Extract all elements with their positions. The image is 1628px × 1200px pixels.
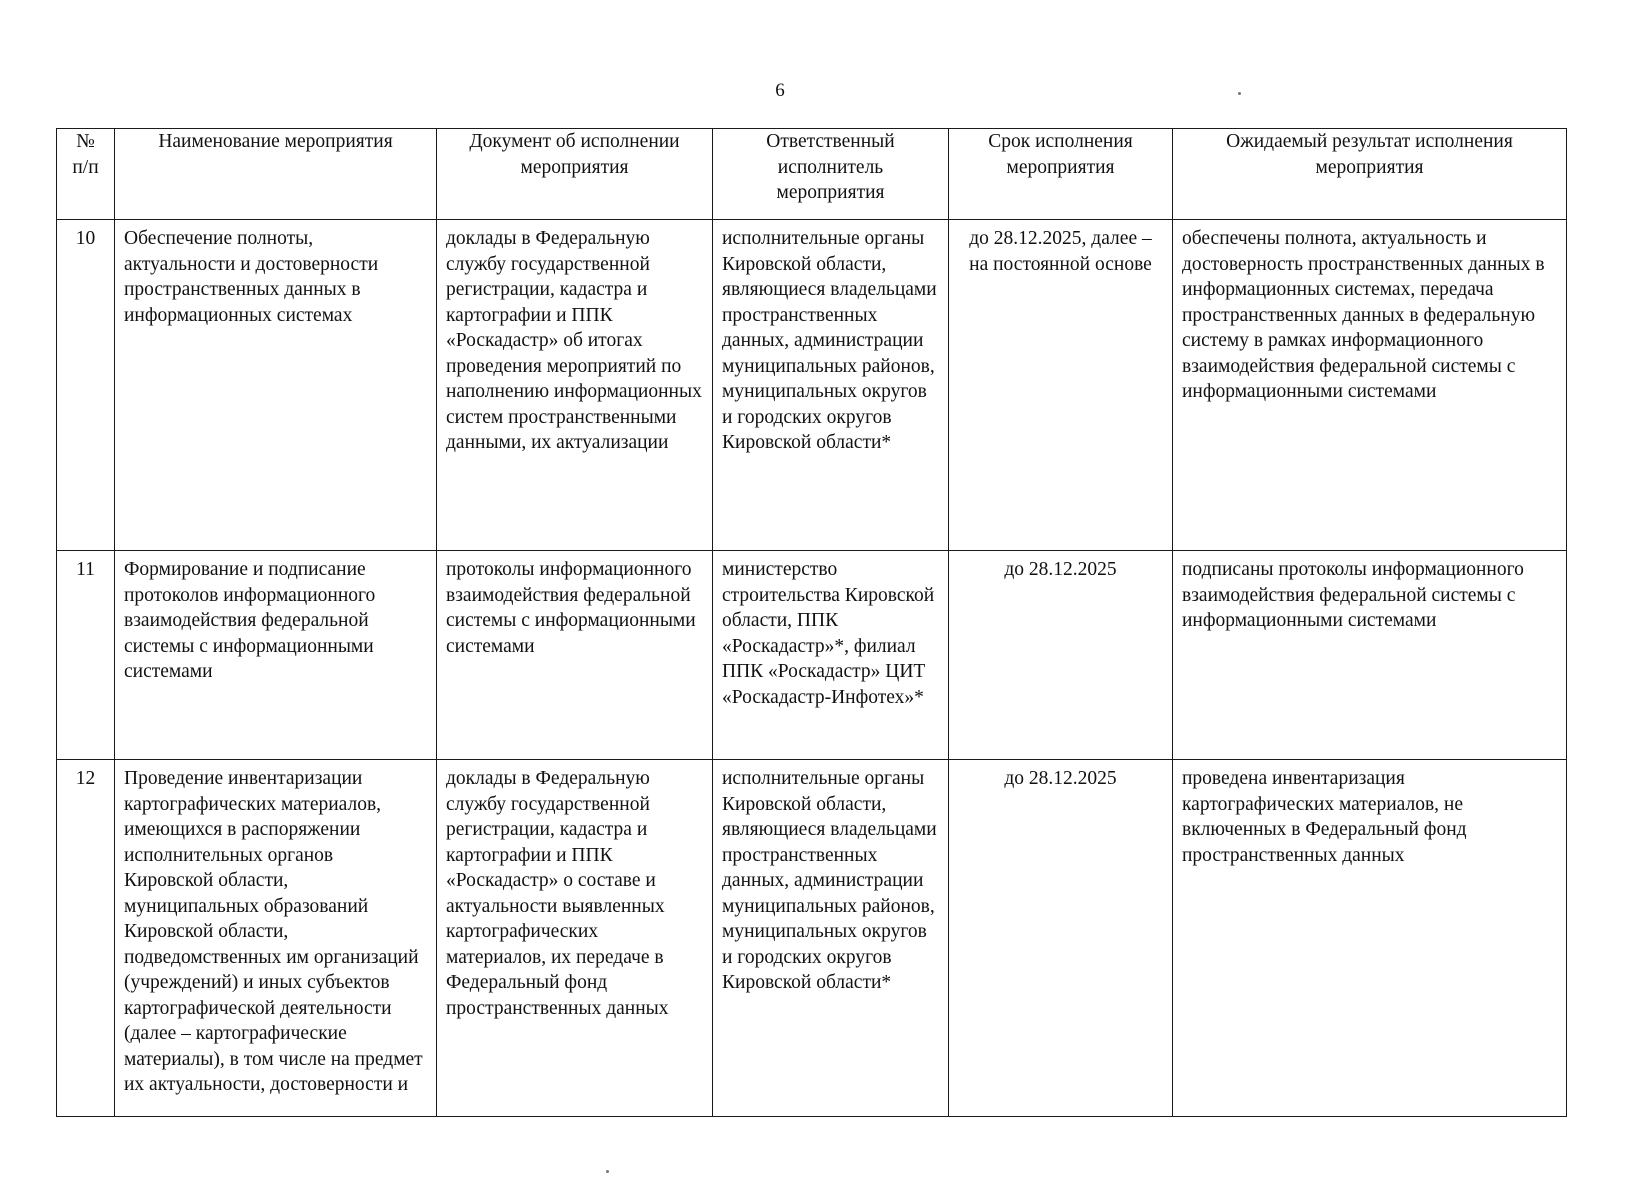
event-result: проведена инвентаризация картографических материалов, не включенных в Федеральный фонд пространственных данных	[1173, 760, 1567, 1117]
header-event-name: Наименование мероприятия	[115, 129, 437, 220]
event-name: Обеспечение полноты, актуальности и достоверности пространственных данных в информационных системах	[115, 220, 437, 551]
page-number: 6	[775, 80, 785, 101]
event-deadline: до 28.12.2025, далее – на постоянной основе	[949, 220, 1173, 551]
event-document: доклады в Федеральную службу государственной регистрации, кадастра и картографии и ППК «Роскадастр» о составе и актуальности выявленных картографических материалов, их передаче в Федеральный фонд пространственных данных	[437, 760, 713, 1117]
header-document: Документ об исполнении мероприятия	[437, 129, 713, 220]
event-name: Формирование и подписание протоколов информационного взаимодействия федеральной системы с информационными системами	[115, 551, 437, 760]
table-row	[57, 551, 1567, 760]
event-deadline: до 28.12.2025	[949, 551, 1173, 760]
event-responsible: исполнительные органы Кировской области, являющиеся владельцами пространственных данных, администрации муниципальных районов, муниципальных округов и городских округов Кировской области*	[713, 220, 949, 551]
table-header-row	[57, 129, 1567, 220]
header-deadline: Срок исполнения мероприятия	[949, 129, 1173, 220]
header-responsible: Ответственный исполнитель мероприятия	[713, 129, 949, 220]
event-responsible: исполнительные органы Кировской области, являющиеся владельцами пространственных данных, администрации муниципальных районов, муниципальных округов и городских округов Кировской области*	[713, 760, 949, 1117]
event-result: обеспечены полнота, актуальность и достоверность пространственных данных в информационных системах, передача пространственных данных в федеральную систему в рамках информационного взаимодействия федеральной системы с информационными системами	[1173, 220, 1567, 551]
row-number: 11	[57, 551, 115, 760]
header-result: Ожидаемый результат исполнения мероприятия	[1173, 129, 1567, 220]
event-responsible: министерство строительства Кировской области, ППК «Роскадастр»*, филиал ППК «Роскадастр» ЦИТ «Роскадастр-Инфотех»*	[713, 551, 949, 760]
table-row	[57, 220, 1567, 551]
scan-speck	[1238, 92, 1241, 95]
event-name: Проведение инвентаризации картографических материалов, имеющихся в распоряжении исполнительных органов Кировской области, муниципальных образований Кировской области, подведомственных им организаций (учреждений) и иных субъектов картографической деятельности (далее – картографические материалы), в том числе на предмет их актуальности, достоверности и	[115, 760, 437, 1117]
row-number: 12	[57, 760, 115, 1117]
event-document: доклады в Федеральную службу государственной регистрации, кадастра и картографии и ППК «Роскадастр» об итогах проведения мероприятий по наполнению информационных систем пространственными данными, их актуализации	[437, 220, 713, 551]
event-deadline: до 28.12.2025	[949, 760, 1173, 1117]
header-number: № п/п	[57, 129, 115, 220]
table-row	[57, 760, 1567, 1117]
row-number: 10	[57, 220, 115, 551]
event-result: подписаны протоколы информационного взаимодействия федеральной системы с информационными системами	[1173, 551, 1567, 760]
scan-speck	[606, 1170, 609, 1173]
event-document: протоколы информационного взаимодействия федеральной системы с информационными системами	[437, 551, 713, 760]
events-table	[56, 128, 1567, 1117]
